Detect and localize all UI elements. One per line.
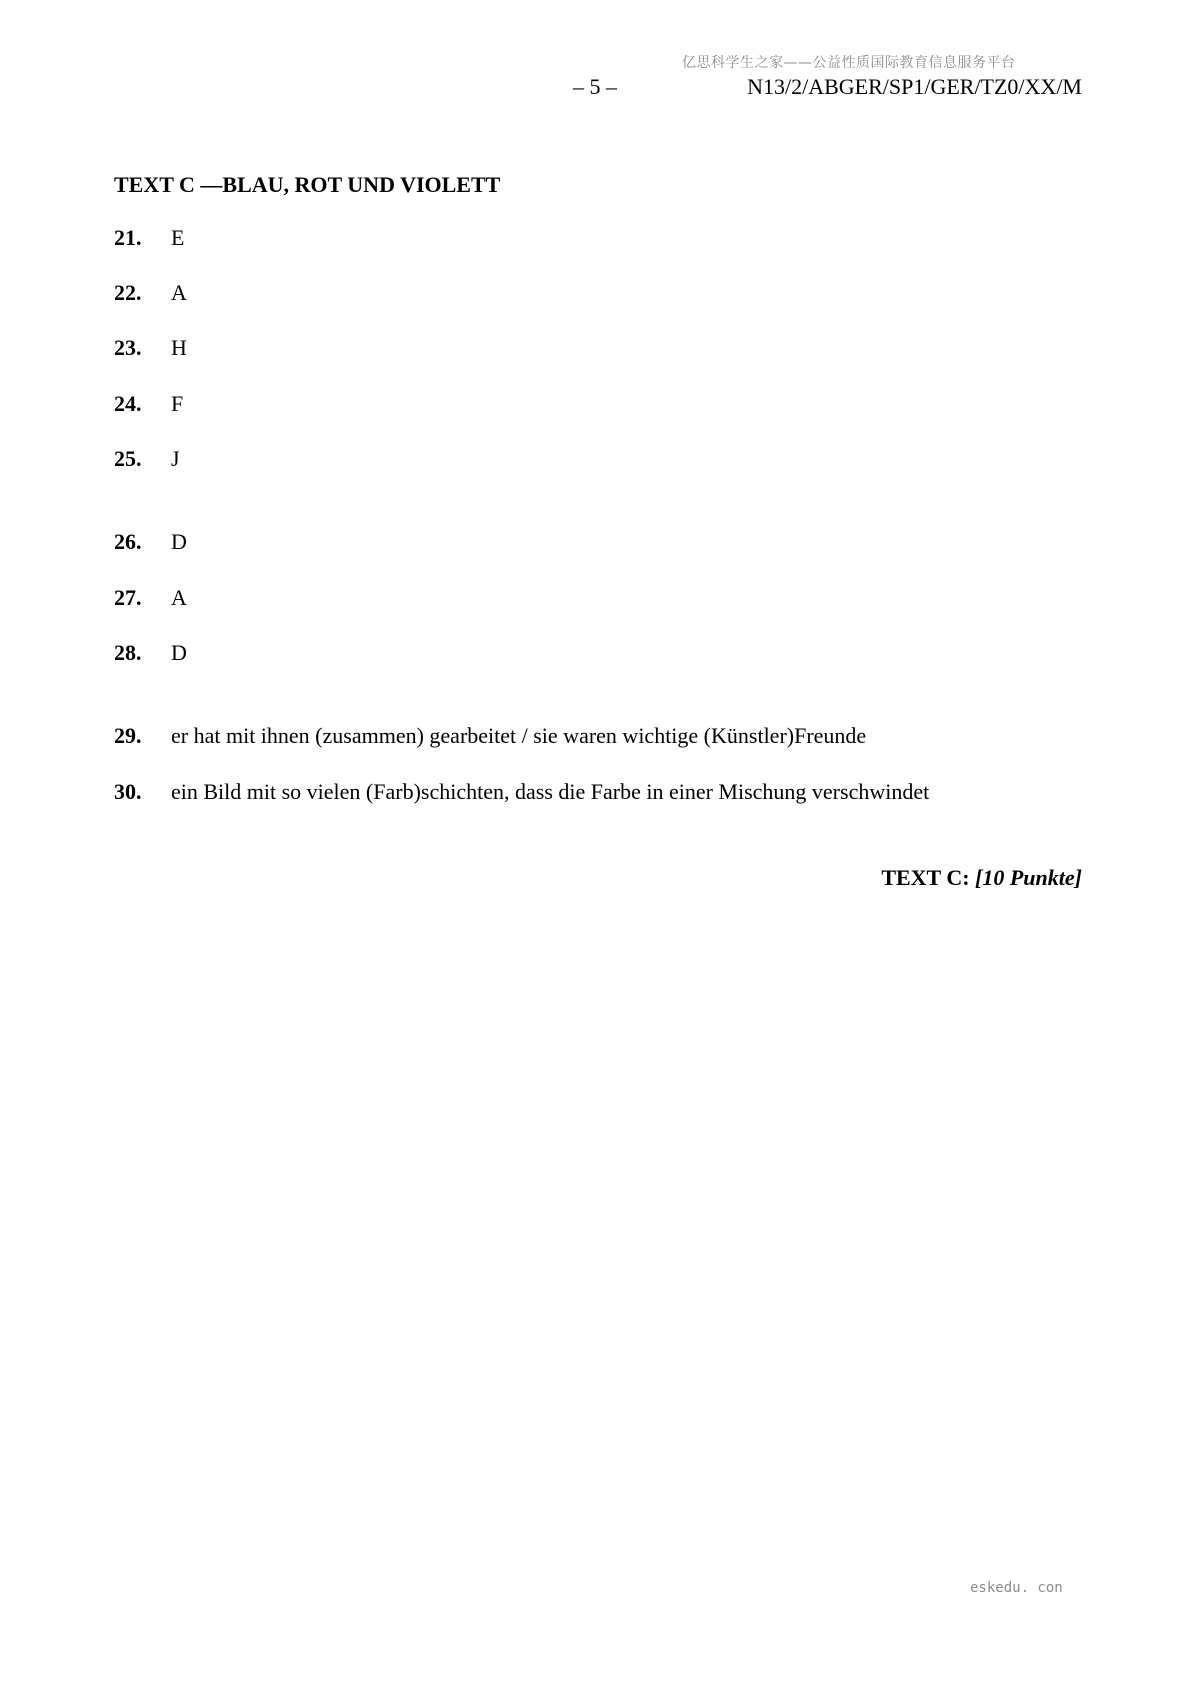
answer-text: A bbox=[171, 280, 187, 305]
answer-text: D bbox=[171, 529, 187, 554]
points-label: TEXT C: bbox=[881, 865, 970, 890]
answer-number: 29. bbox=[114, 723, 142, 748]
answer-number: 27. bbox=[114, 585, 142, 610]
points-value: [10 Punkte] bbox=[975, 865, 1082, 890]
answer-number: 22. bbox=[114, 280, 142, 305]
answer-text: D bbox=[171, 640, 187, 665]
answer-number: 26. bbox=[114, 529, 142, 554]
document-code: N13/2/ABGER/SP1/GER/TZ0/XX/M bbox=[747, 74, 1082, 99]
answer-text: J bbox=[171, 446, 180, 471]
answer-text: H bbox=[171, 335, 187, 360]
answer-number: 25. bbox=[114, 446, 142, 471]
section-title: TEXT C —BLAU, ROT UND VIOLETT bbox=[114, 172, 501, 197]
answer-number: 28. bbox=[114, 640, 142, 665]
answer-text: er hat mit ihnen (zusammen) gearbeitet / sie waren wichtige (Künstler)Freunde bbox=[171, 723, 867, 748]
answer-text: F bbox=[171, 391, 184, 416]
answer-number: 30. bbox=[114, 779, 142, 804]
answer-text: ein Bild mit so vielen (Farb)schichten, dass die Farbe in einer Mischung verschwindet bbox=[171, 779, 930, 804]
points-total bbox=[881, 865, 1082, 891]
answer-number: 24. bbox=[114, 391, 142, 416]
header-watermark: 亿思科学生之家——公益性质国际教育信息服务平台 bbox=[682, 55, 1016, 71]
answer-text: A bbox=[171, 585, 187, 610]
footer-watermark: eskedu. con bbox=[970, 1580, 1063, 1596]
answer-text: E bbox=[171, 225, 185, 250]
answer-number: 23. bbox=[114, 335, 142, 360]
page-number: – 5 – bbox=[573, 74, 617, 99]
answer-number: 21. bbox=[114, 225, 142, 250]
